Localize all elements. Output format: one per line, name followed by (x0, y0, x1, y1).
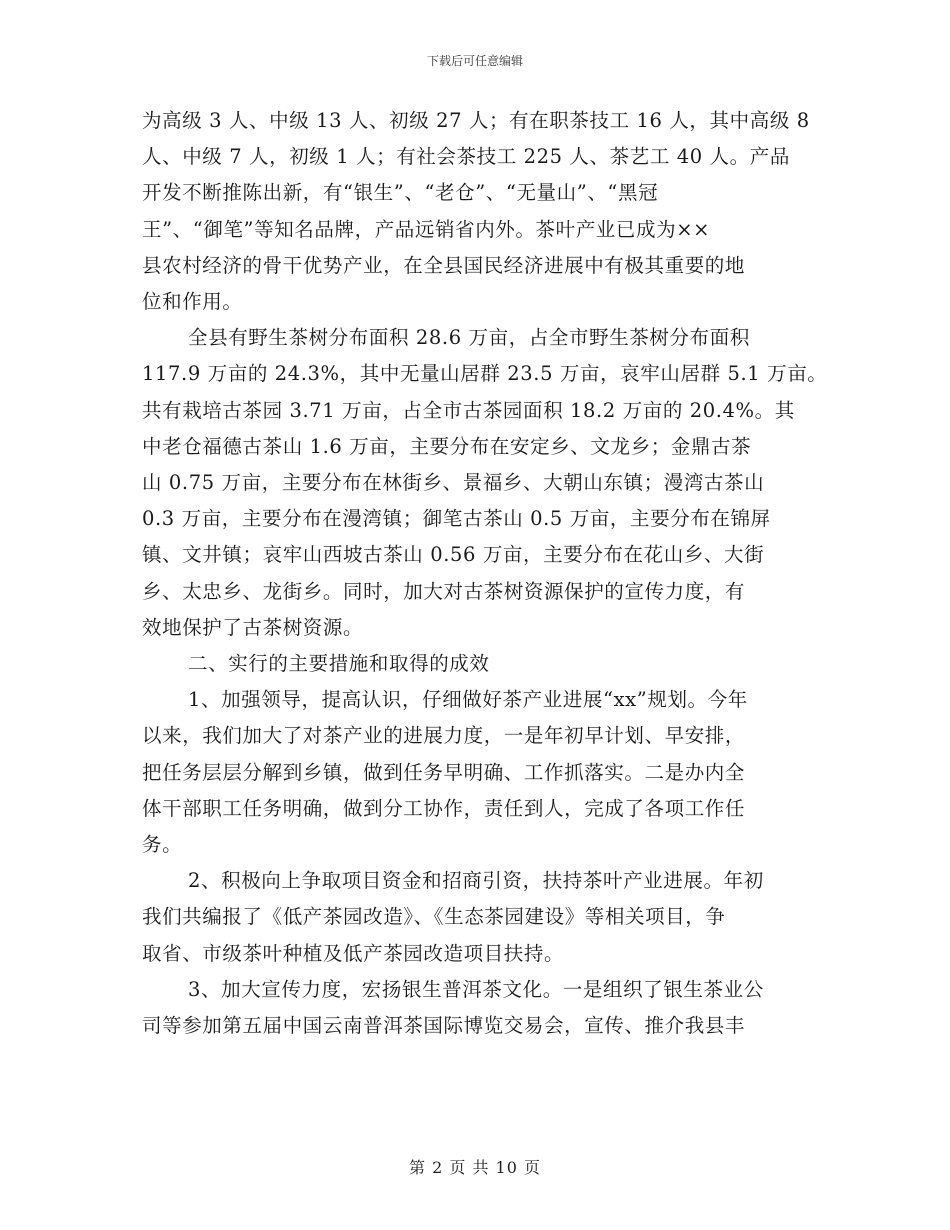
text-line: 司等参加第五届中国云南普洱茶国际博览交易会，宣传、推介我县丰 (142, 1014, 746, 1038)
page-footer: 第 2 页 共 10 页 (409, 1158, 541, 1177)
text-line: 全县有野生茶树分布面积 28.6 万亩，占全市野生茶树分布面积 (188, 326, 750, 350)
text-line: 取省、市级茶叶种植及低产茶园改造项目扶持。 (142, 941, 565, 965)
text-line: 务。 (142, 833, 183, 857)
paragraph (142, 682, 822, 863)
paragraph (142, 972, 822, 1044)
text-line: 山 0.75 万亩，主要分布在林街乡、景福乡、大朝山东镇；漫湾古茶山 (142, 471, 765, 495)
text-line: 二、实行的主要措施和取得的成效 (188, 652, 490, 676)
text-line: 位和作用。 (142, 290, 243, 314)
text-line: 0.3 万亩，主要分布在漫湾镇；御笔古茶山 0.5 万亩，主要分布在锦屏 (142, 507, 771, 531)
paragraph (142, 103, 822, 320)
document-body (142, 103, 828, 1044)
text-line: 中老仓福德古茶山 1.6 万亩，主要分布在安定乡、文龙乡；金鼎古茶 (142, 434, 752, 458)
text-line: 开发不断推陈出新，有“银生”、“老仓”、“无量山”、“黑冠 (142, 181, 659, 205)
text-line: 共有栽培古茶园 3.71 万亩，占全市古茶园面积 18.2 万亩的 20.4%。其 (142, 398, 795, 422)
paragraph (142, 646, 822, 682)
text-line: 2、积极向上争取项目资金和招商引资，扶持茶叶产业进展。年初 (188, 869, 764, 893)
text-line: 3、加大宣传力度，宏扬银生普洱茶文化。一是组织了银生茶业公 (188, 977, 764, 1001)
text-line: 效地保护了古茶树资源。 (142, 615, 364, 639)
text-line: 为高级 3 人、中级 13 人、初级 27 人；有在职茶技工 16 人，其中高级 8 (142, 109, 810, 132)
text-line: 镇、文井镇；哀牢山西坡古茶山 0.56 万亩，主要分布在花山乡、大街 (142, 543, 765, 567)
text-line: 我们共编报了《低产茶园改造》、《生态茶园建设》等相关项目，争 (142, 905, 726, 929)
text-line: 王”、“御笔”等知名品牌，产品远销省内外。茶叶产业已成为×× (142, 217, 711, 241)
paragraph (142, 863, 822, 972)
page-header: 下载后可任意编辑 (426, 54, 523, 68)
text-line: 把任务层层分解到乡镇，做到任务早明确、工作抓落实。二是办内全 (142, 760, 746, 784)
text-line: 体干部职工任务明确，做到分工协作，责任到人，完成了各项工作任 (142, 796, 746, 820)
text-line: 117.9 万亩的 24.3%，其中无量山居群 23.5 万亩，哀牢山居群 5.1 万亩。 (142, 362, 828, 386)
paragraph (142, 320, 828, 646)
text-line: 1、加强领导，提高认识，仔细做好茶产业进展“xx”规划。今年 (188, 688, 748, 712)
text-line: 乡、太忠乡、龙街乡。同时，加大对古茶树资源保护的宣传力度，有 (142, 579, 746, 603)
text-line: 县农村经济的骨干优势产业，在全县国民经济进展中有极其重要的地 (142, 253, 746, 277)
text-line: 人、中级 7 人，初级 1 人；有社会茶技工 225 人、茶艺工 40 人。产品 (142, 145, 790, 169)
text-line: 以来，我们加大了对茶产业的进展力度，一是年初早计划、早安排， (142, 724, 746, 748)
